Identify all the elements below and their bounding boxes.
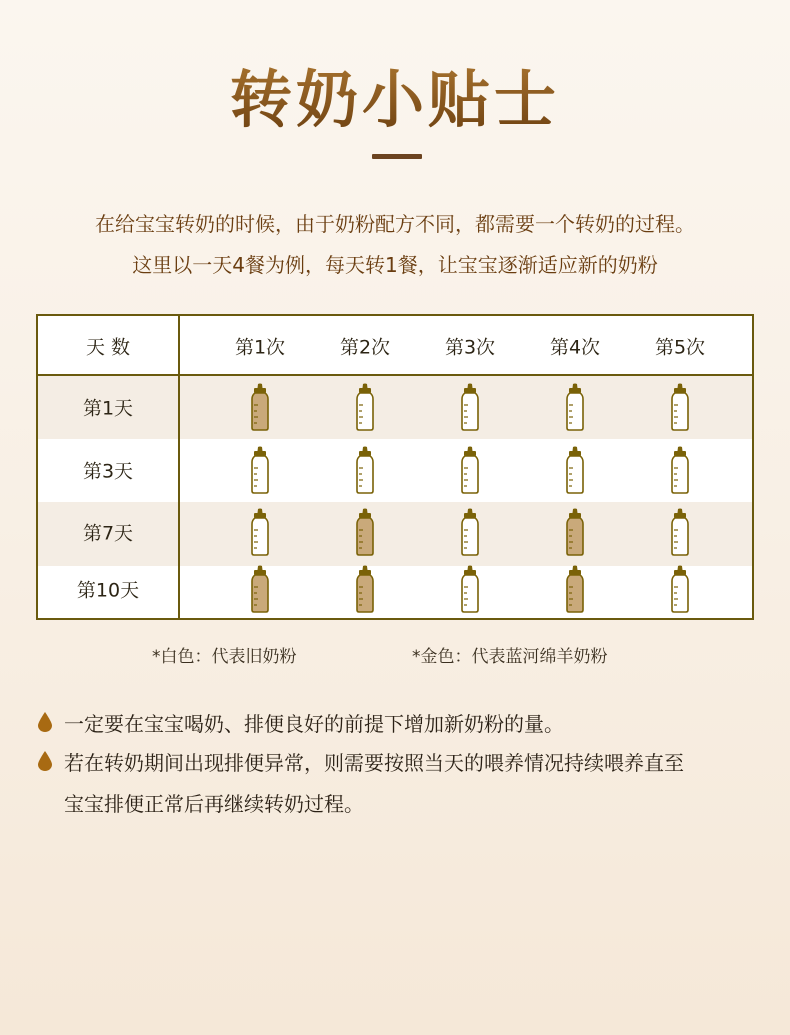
row-bg-2 [38, 439, 752, 502]
bottle-gold-icon [249, 383, 271, 431]
corner-header: 天 数 [85, 336, 131, 359]
bottle-white-icon [354, 383, 376, 431]
bottle-white-icon [354, 446, 376, 494]
bottle-white-icon [459, 383, 481, 431]
bottle-white-icon [249, 446, 271, 494]
table-vertical-divider [178, 316, 180, 618]
bottle-gold-icon [354, 508, 376, 556]
bottle-white-icon [669, 565, 691, 613]
bottle-white-icon [459, 508, 481, 556]
feeding-table [36, 314, 754, 620]
column-header-4: 第4次 [549, 336, 601, 359]
bottle-white-icon [669, 383, 691, 431]
droplet-icon [38, 751, 52, 771]
bottle-gold-icon [249, 565, 271, 613]
tip-1: 一定要在宝宝喝奶、排便良好的前提下增加新奶粉的量。 [64, 712, 564, 736]
bottle-white-icon [459, 446, 481, 494]
page-title: 转奶小贴士 [0, 50, 790, 139]
title-underline [372, 154, 422, 159]
bottle-white-icon [564, 446, 586, 494]
bottle-white-icon [249, 508, 271, 556]
bottle-gold-icon [564, 565, 586, 613]
table-header-divider [38, 374, 752, 376]
intro-line-1: 在给宝宝转奶的时候，由于奶粉配方不同，都需要一个转奶的过程。 [95, 212, 695, 236]
row-label-day-1: 第1天 [82, 397, 134, 420]
row-label-day-3: 第3天 [82, 460, 134, 483]
row-label-day-7: 第7天 [82, 522, 134, 545]
column-header-1: 第1次 [234, 336, 286, 359]
intro-line-2: 这里以一天4餐为例，每天转1餐，让宝宝逐渐适应新的奶粉 [132, 253, 658, 277]
column-header-2: 第2次 [339, 336, 391, 359]
column-header-5: 第5次 [654, 336, 706, 359]
legend-gold: *金色：代表蓝河绵羊奶粉 [412, 647, 608, 667]
row-label-day-10: 第10天 [76, 579, 140, 602]
row-bg-3 [38, 502, 752, 566]
droplet-icon [38, 712, 52, 732]
bottle-white-icon [459, 565, 481, 613]
tip-2-line-2: 宝宝排便正常后再继续转奶过程。 [64, 792, 364, 816]
bottle-white-icon [669, 508, 691, 556]
row-bg-4 [38, 566, 752, 618]
bottle-gold-icon [564, 508, 586, 556]
bottle-white-icon [669, 446, 691, 494]
column-header-3: 第3次 [444, 336, 496, 359]
row-bg-1 [38, 376, 752, 439]
tip-2-line-1: 若在转奶期间出现排便异常，则需要按照当天的喂养情况持续喂养直至 [64, 751, 684, 775]
legend-white: *白色：代表旧奶粉 [152, 647, 297, 667]
bottle-gold-icon [354, 565, 376, 613]
bottle-white-icon [564, 383, 586, 431]
